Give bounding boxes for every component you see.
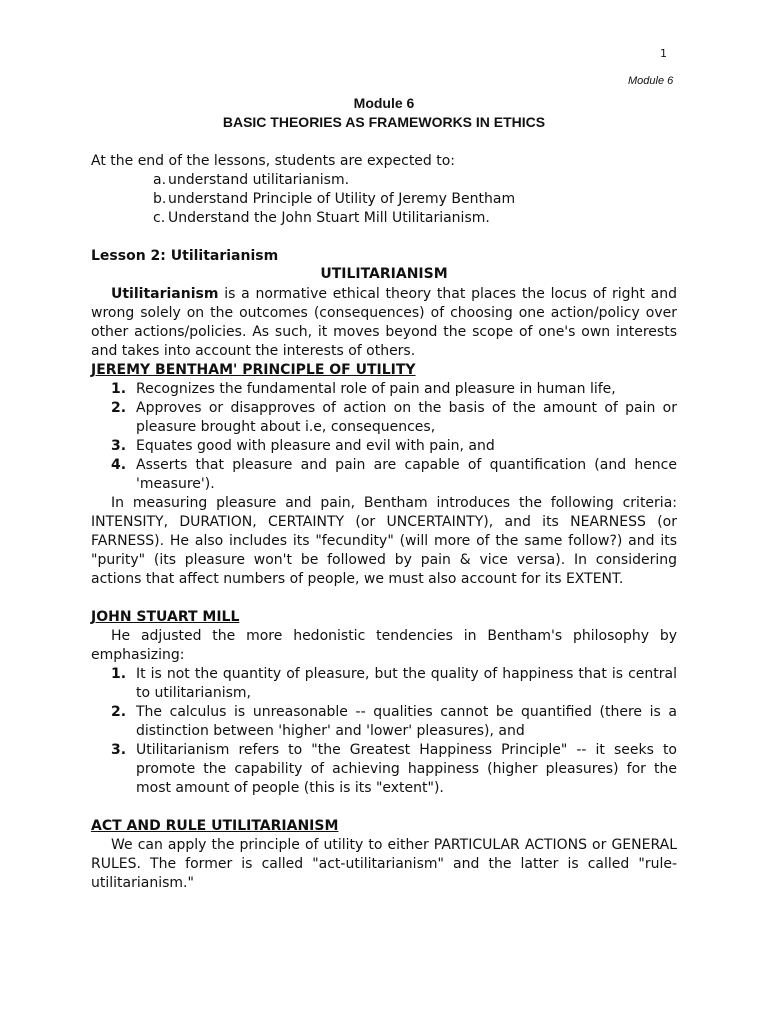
act-rule-heading: ACT AND RULE UTILITARIANISM (91, 818, 339, 834)
mill-intro: He adjusted the more hedonistic tendencies in Bentham's philosophy by emphasizing: (91, 628, 677, 663)
list-item (91, 665, 677, 703)
lesson-title: Lesson 2: Utilitarianism (91, 248, 279, 264)
definition-term: Utilitarianism (111, 286, 219, 302)
module-subtitle: BASIC THEORIES AS FRAMEWORKS IN ETHICS (222, 114, 546, 130)
act-rule-paragraph: We can apply the principle of utility to either PARTICULAR ACTIONS or GENERAL RULES. The former is called "act-utilitarianism" and the latter is called "rule-utilitarianism." (91, 837, 677, 891)
bentham-paragraph: In measuring pleasure and pain, Bentham introduces the following criteria: INTENSITY, DURATION, CERTAINTY (or UNCERTAINTY), and its NEARNESS (or FARNESS). He also includes its "fecundity" (will more of the same follow?) and its "purity" (its pleasure won't be followed by pain & vice versa). In considering actions that affect numbers of people, we must also account for its EXTENT. (91, 495, 677, 587)
list-item (91, 380, 677, 399)
list-marker: a. (153, 172, 167, 188)
list-marker: b. (153, 191, 167, 207)
bentham-list (91, 380, 677, 494)
list-text: Utilitarianism refers to "the Greatest Happiness Principle" -- it seeks to promote the capability of achieving happiness (higher pleasures) for the most amount of people (this is its "extent"). (136, 742, 677, 796)
list-number: 1. (111, 666, 127, 682)
mill-list-block (91, 665, 677, 798)
list-item (91, 190, 677, 209)
list-item (91, 456, 677, 494)
list-text: The calculus is unreasonable -- qualities cannot be quantified (there is a distinction between 'higher' and 'lower' pleasures), and (136, 704, 677, 739)
list-item (91, 209, 677, 228)
section-title: UTILITARIANISM (320, 266, 448, 282)
definition-paragraph (91, 285, 677, 361)
list-item (91, 437, 677, 456)
definition-text: is a normative ethical theory that places the locus of right and wrong solely on the outcomes (consequences) of choosing one action/policy over other actions/policies. As such, it moves beyond the scope of one's own interests and takes into account the interests of others. (91, 286, 677, 359)
list-item (91, 399, 677, 437)
running-header: Module 6 (628, 75, 674, 87)
list-number: 2. (111, 704, 127, 720)
list-number: 3. (111, 438, 127, 454)
bentham-list-block (91, 380, 677, 494)
objectives-list (91, 171, 677, 228)
mill-heading: JOHN STUART MILL (91, 609, 240, 625)
bentham-heading: JEREMY BENTHAM' PRINCIPLE OF UTILITY (91, 362, 416, 378)
list-item (91, 171, 677, 190)
list-number: 4. (111, 457, 127, 473)
list-number: 1. (111, 381, 127, 397)
list-text: understand Principle of Utility of Jeremy Bentham (168, 191, 516, 207)
objectives-intro: At the end of the lessons, students are expected to: (91, 153, 456, 169)
list-number: 2. (111, 400, 127, 416)
list-item (91, 741, 677, 798)
list-text: Asserts that pleasure and pain are capable of quantification (and hence 'measure'). (136, 457, 677, 492)
list-number: 3. (111, 742, 127, 758)
list-text: Recognizes the fundamental role of pain and pleasure in human life, (136, 381, 616, 397)
list-item (91, 703, 677, 741)
list-text: Understand the John Stuart Mill Utilitarianism. (168, 210, 490, 226)
page-number: 1 (660, 47, 667, 60)
objectives-block (91, 152, 677, 228)
list-text: Equates good with pleasure and evil with pain, and (136, 438, 495, 454)
list-marker: c. (153, 210, 166, 226)
list-text: It is not the quantity of pleasure, but the quality of happiness that is central to utilitarianism, (136, 666, 677, 701)
module-title: Module 6 (353, 95, 415, 111)
list-text: understand utilitarianism. (168, 172, 350, 188)
list-text: Approves or disapproves of action on the basis of the amount of pain or pleasure brought about i.e, consequences, (136, 400, 677, 435)
mill-list (91, 665, 677, 798)
